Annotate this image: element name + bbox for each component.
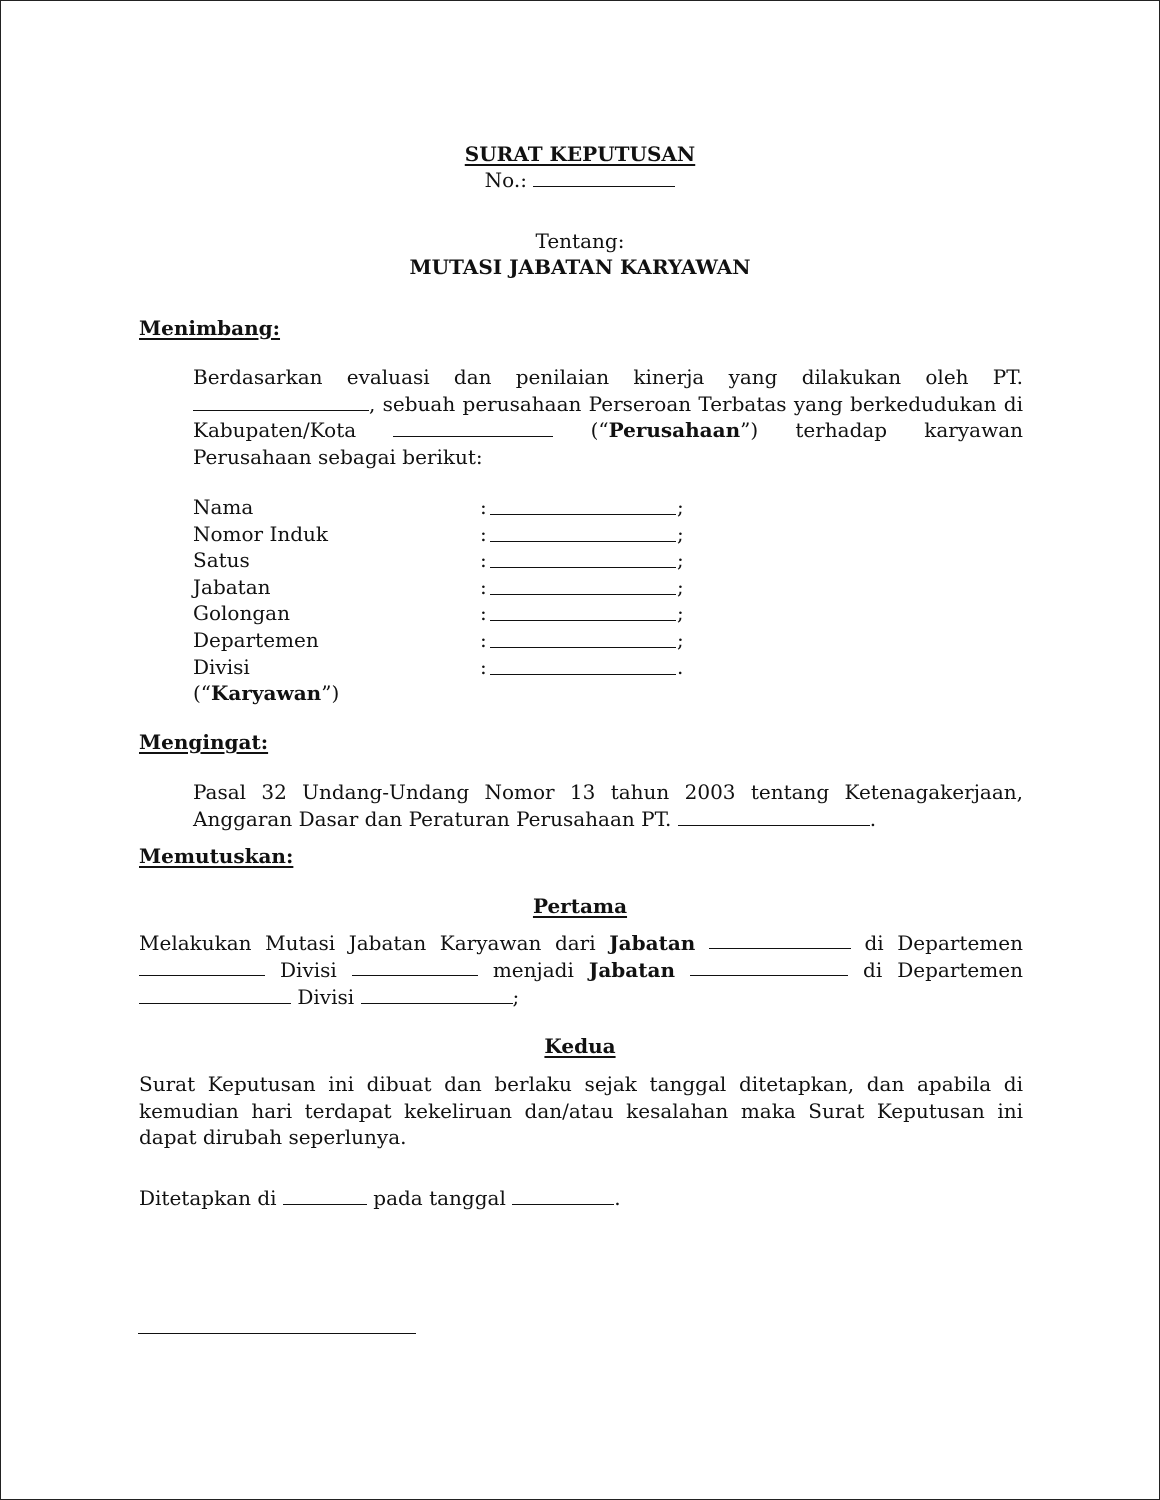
pertama-heading: Pertama bbox=[532, 894, 628, 918]
employee-field-blank bbox=[490, 580, 676, 595]
kedua-heading: Kedua bbox=[544, 1034, 616, 1058]
employee-field-label: Nama bbox=[193, 495, 254, 519]
pertama-menjadi: menjadi bbox=[492, 958, 574, 982]
menimbang-text-c-close: ”) terhadap karyawan Perusahaan sebagai berikut: bbox=[193, 418, 1024, 469]
pertama-word-dari: dari bbox=[554, 931, 596, 955]
employee-field-label: Jabatan bbox=[193, 574, 271, 599]
employee-field-label: Divisi bbox=[193, 654, 250, 679]
mengingat-heading: Mengingat: bbox=[139, 730, 269, 754]
menimbang-heading: Menimbang: bbox=[139, 316, 281, 340]
number-label: No.: bbox=[484, 168, 527, 192]
document-number-line bbox=[1, 167, 1159, 193]
employee-field-end: ; bbox=[677, 628, 684, 652]
pertama-jabatan-1: Jabatan bbox=[609, 931, 696, 955]
menimbang-text-c-open: (“ bbox=[590, 418, 609, 442]
employee-field-end: ; bbox=[677, 601, 684, 626]
employee-field-colon: : bbox=[480, 495, 487, 519]
employee-field-label: Departemen bbox=[193, 628, 319, 652]
divisi-to-blank bbox=[361, 985, 513, 1004]
pertama-line-1 bbox=[139, 930, 1023, 956]
employee-field-colon: : bbox=[480, 601, 487, 626]
pertama-word-jabatan: Jabatan bbox=[348, 931, 427, 955]
employee-field-blank bbox=[490, 527, 676, 542]
closing-line bbox=[139, 1185, 621, 1211]
number-blank bbox=[533, 168, 675, 187]
pertama-di: di bbox=[864, 931, 884, 955]
employee-field-blank bbox=[490, 660, 676, 675]
city-blank bbox=[393, 418, 553, 437]
employee-field-blank bbox=[490, 500, 676, 515]
pertama-word-karyawan: Karyawan bbox=[439, 931, 542, 955]
menimbang-paragraph bbox=[193, 364, 1023, 470]
pertama-line-3 bbox=[139, 984, 519, 1010]
jabatan-from-blank bbox=[709, 930, 851, 949]
employee-field-colon: : bbox=[480, 574, 487, 599]
document-subject: MUTASI JABATAN KARYAWAN bbox=[409, 255, 751, 279]
document-title: SURAT KEPUTUSAN bbox=[464, 142, 696, 166]
kedua-paragraph: Surat Keputusan ini dibuat dan berlaku sejak tanggal ditetapkan, dan apabila di kemudian hari terdapat kekeliruan dan/atau kesalahan maka Surat Keputusan ini dapat dirubah seperlunya. bbox=[139, 1072, 1023, 1149]
employee-field-colon: : bbox=[480, 548, 487, 573]
karyawan-term: Karyawan bbox=[211, 681, 322, 705]
employee-field-end: ; bbox=[677, 574, 684, 599]
employee-field-blank bbox=[490, 553, 676, 568]
karyawan-open: (“ bbox=[193, 681, 212, 705]
employee-field-label: Nomor Induk bbox=[193, 521, 329, 546]
mengingat-text: Pasal 32 Undang-Undang Nomor 13 tahun 2003 tentang Ketenagakerjaan, Anggaran Dasar dan Peraturan Perusahaan PT. bbox=[193, 780, 1023, 831]
employee-field-blank bbox=[490, 633, 676, 648]
employee-field-end: . bbox=[677, 654, 684, 679]
karyawan-definition bbox=[193, 680, 339, 706]
employee-field-label: Golongan bbox=[193, 601, 290, 626]
closing-end: . bbox=[614, 1186, 621, 1210]
mengingat-company-blank bbox=[678, 807, 870, 826]
menimbang-text-a: Berdasarkan evaluasi dan penilaian kinerja yang dilakukan oleh PT. bbox=[193, 365, 1023, 389]
jabatan-to-blank bbox=[690, 957, 848, 976]
employee-field-colon: : bbox=[480, 628, 487, 652]
perusahaan-term: Perusahaan bbox=[608, 418, 741, 442]
mengingat-paragraph bbox=[193, 779, 1023, 832]
pertama-divisi-1: Divisi bbox=[280, 958, 337, 982]
divisi-from-blank bbox=[352, 957, 478, 976]
pertama-departemen: Departemen bbox=[897, 931, 1023, 955]
signature-line bbox=[138, 1333, 416, 1334]
employee-field-end: ; bbox=[677, 548, 684, 573]
dept-to-blank bbox=[139, 985, 291, 1004]
pertama-divisi-2: Divisi bbox=[297, 985, 355, 1009]
place-blank bbox=[283, 1186, 367, 1205]
dept-from-blank bbox=[139, 957, 265, 976]
employee-field-end: ; bbox=[677, 495, 684, 519]
mengingat-end: . bbox=[869, 806, 877, 831]
employee-field-colon: : bbox=[480, 521, 487, 546]
employee-field-end: ; bbox=[677, 521, 684, 546]
employee-field-label: Satus bbox=[193, 548, 250, 573]
ditetapkan-label: Ditetapkan di bbox=[139, 1186, 277, 1210]
pertama-departemen-2: Departemen bbox=[897, 958, 1023, 982]
pertama-jabatan-2: Jabatan bbox=[588, 958, 675, 982]
pertama-line-2 bbox=[139, 957, 1023, 983]
date-blank bbox=[512, 1186, 614, 1205]
pertama-end: ; bbox=[512, 985, 520, 1009]
pertama-word-mutasi: Mutasi bbox=[265, 931, 336, 955]
pada-tanggal-label: pada tanggal bbox=[373, 1186, 506, 1210]
menimbang-text-b: , sebuah perusahaan Perseroan Terbatas yang berkedudukan di Kabupaten/Kota bbox=[193, 391, 1023, 442]
about-label: Tentang: bbox=[535, 229, 625, 253]
company-name-blank bbox=[193, 392, 369, 411]
employee-field-colon: : bbox=[480, 654, 487, 679]
memutuskan-heading: Memutuskan: bbox=[139, 844, 294, 868]
employee-field-blank bbox=[490, 606, 676, 621]
pertama-word-melakukan: Melakukan bbox=[139, 931, 252, 955]
karyawan-close: ”) bbox=[321, 681, 340, 705]
pertama-di-2: di bbox=[863, 958, 883, 982]
